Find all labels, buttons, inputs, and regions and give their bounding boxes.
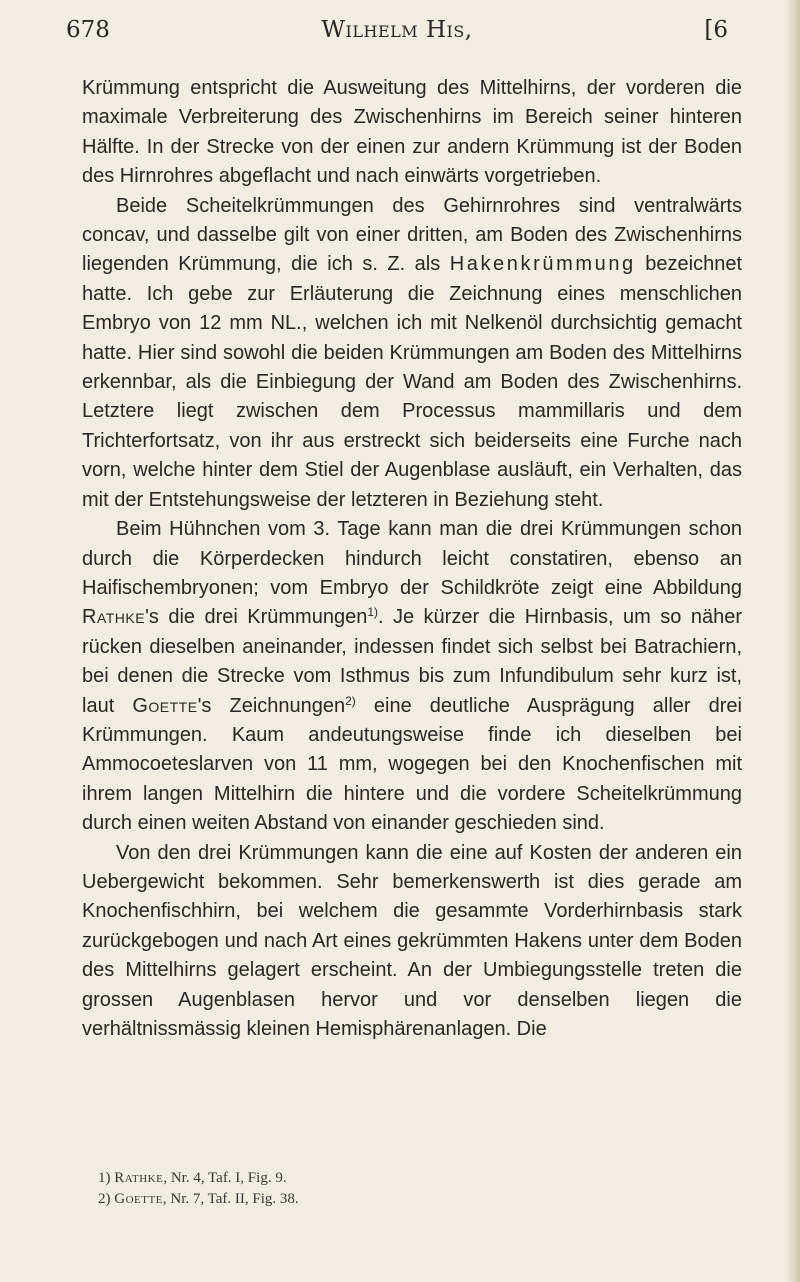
- footnote-ref: 1): [367, 605, 378, 620]
- section-marker: [6: [704, 17, 728, 43]
- footnote: [98, 1168, 698, 1189]
- text-run: Beide Scheitelkrümmungen des Gehirnrohres sind ventralwärts concav, und dasselbe gilt von einer dritten, am Boden des Zwischenhirns liegenden Krümmung, die ich s. Z. als: [82, 194, 742, 276]
- styled-text: Rathke: [82, 606, 146, 629]
- paragraph: [82, 515, 742, 838]
- footnote-author: Rathke: [114, 1170, 164, 1186]
- styled-text: Hakenkrümmung: [449, 253, 636, 276]
- text-run: Beim Hühnchen vom 3. Tage kann man die drei Krümmungen schon durch die Körperdecken hindurch leicht constatiren, ebenso an Haifischembryonen; vom Embryo der Schildkröte zeigt eine Abbildung: [82, 518, 742, 599]
- footnote-author: Goette: [114, 1191, 163, 1207]
- footnote: [98, 1189, 698, 1210]
- footnotes: [98, 1168, 698, 1210]
- page-number: 678: [66, 17, 110, 43]
- styled-text: Goette: [132, 694, 198, 717]
- text-run: 's Zeichnungen: [197, 694, 346, 717]
- running-title: Wilhelm His,: [321, 17, 473, 43]
- footnote-reference: , Nr. 7, Taf. II, Fig. 38.: [162, 1191, 299, 1207]
- body-text: [82, 74, 742, 1044]
- page-edge-shadow: [786, 0, 800, 1282]
- text-run: bezeichnet hatte. Ich gebe zur Erläuterung die Zeichnung eines menschlichen Embryo von 12 mm NL., welchen ich mit Nelkenöl durchsichtig gemacht hatte. Hier sind sowohl die beiden Krümmungen am Boden des Mittelhirns erkennbar, als die Einbiegung der Wand am Boden des Zwischenhirns. Letztere liegt zwischen dem Processus mammillaris und dem Trichterfortsatz, von ihr aus erstreckt sich beiderseits eine Furche nach vorn, welche hinter dem Stiel der Augenblase ausläuft, ein Verhalten, das mit der Entstehungsweise der letzteren in Beziehung steht.: [82, 253, 743, 511]
- text-run: . Je kürzer die Hirnbasis, um so näher rücken dieselben aneinander, indessen findet sich selbst bei Batrachiern, bei denen die Strecke vom Isthmus bis zum Infundibulum sehr kurz ist, laut: [82, 606, 742, 717]
- footnote-reference: , Nr. 4, Taf. I, Fig. 9.: [163, 1170, 287, 1186]
- text-run: eine deutliche Ausprägung aller drei Krümmungen. Kaum andeutungsweise finde ich dieselben bei Ammocoeteslarven von 11 mm, wogegen bei den Knochenfischen mit ihrem langen Mittelhirn die hintere und die vordere Scheitelkrümmung durch einen weiten Abstand von einander geschieden sind.: [82, 694, 742, 835]
- text-run: Von den drei Krümmungen kann die eine auf Kosten der anderen ein Uebergewicht bekommen. Sehr bemerkenswerth ist dies gerade am Knochenfischhirn, bei welchem die gesammte Vorderhirnbasis stark zurückgebogen und nach Art eines gekrümmten Hakens unter dem Boden des Mittelhirns gelagert erscheint. An der Umbiegungsstelle treten die grossen Augenblasen hervor und vor denselben liegen die verhältnissmässig kleinen Hemisphärenanlagen. Die: [82, 841, 742, 1040]
- paragraph: [82, 192, 742, 515]
- paragraph: [82, 839, 742, 1045]
- running-header: [66, 12, 728, 48]
- paragraph: [82, 74, 742, 192]
- footnote-marker: 1): [98, 1170, 111, 1186]
- text-run: Krümmung entspricht die Ausweitung des Mittelhirns, der vorderen die maximale Verbreiterung des Zwischenhirns im Bereich seiner hinteren Hälfte. In der Strecke von der einen zur andern Krümmung ist der Boden des Hirnrohres abgeflacht und nach einwärts vorgetrieben.: [82, 77, 742, 188]
- footnote-marker: 2): [98, 1191, 111, 1207]
- text-run: 's die drei Krümmungen: [145, 606, 368, 629]
- footnote-ref: 2): [345, 693, 356, 708]
